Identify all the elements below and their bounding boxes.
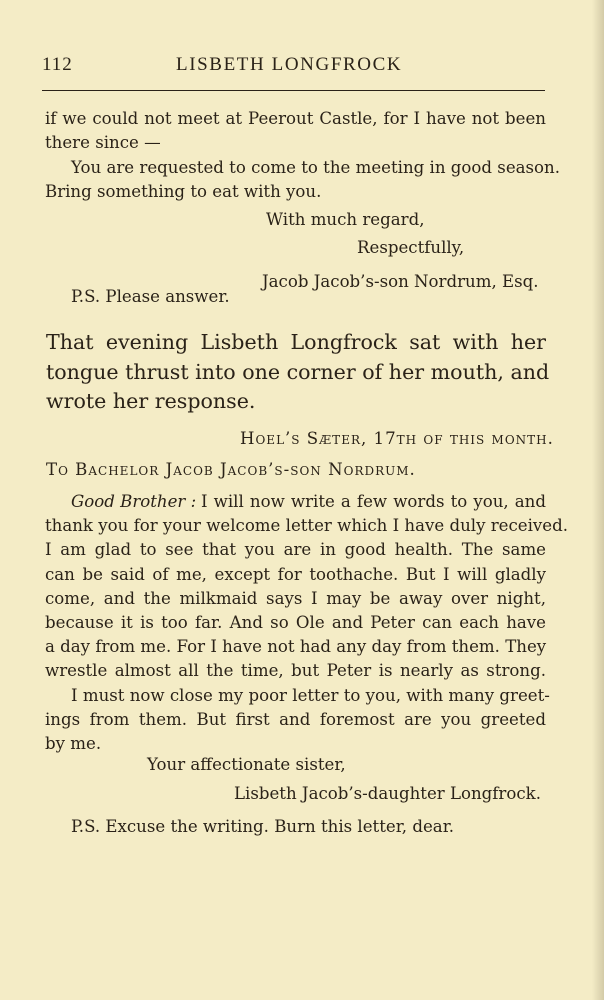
header-rule [42,90,545,91]
letter-two-line: wrestle almost all the time, but Peter is nearly as strong. [45,661,546,680]
letter-one-closing: Respectfully, [357,238,465,257]
letter-one-postscript: P.S. Please answer. [71,287,230,306]
letter-two-postscript: P.S. Excuse the writing. Burn this letter, dear. [71,817,455,836]
narrative-line: wrote her response. [46,389,256,413]
letter-two-line: ings from them. But first and foremost are you greeted [45,710,546,729]
letter-two-address: To Bachelor Jacob Jacob’s-son Nordrum. [46,460,416,479]
letter-two-line: thank you for your welcome letter which I have duly received. [45,516,568,535]
letter-two-signature: Lisbeth Jacob’s-daughter Longfrock. [234,784,541,803]
letter-two-first-line [71,494,196,511]
running-head [42,52,545,82]
letter-one-line: You are requested to come to the meeting in good season. [71,158,560,177]
letter-two-closing: Your affectionate sister, [147,755,346,774]
letter-one-signature: Jacob Jacob’s-son Nordrum, Esq. [262,272,539,291]
page-number: 112 [42,54,73,75]
page-edge-shadow [592,0,604,1000]
letter-two-line: a day from me. For I have not had any day from them. They [45,637,547,656]
running-title: LISBETH LONGFROCK [176,54,403,75]
narrative-line: tongue thrust into one corner of her mouth, and [46,360,550,384]
letter-one-line: there since — [45,133,161,152]
letter-two-dateline: Hoel’s Sæter, 17th of this month. [240,429,554,448]
letter-two-line: I am glad to see that you are in good health. The same [45,540,546,559]
letter-two-line: can be said of me, except for toothache. But I will gladly [45,565,546,584]
letter-two-line: because it is too far. And so Ole and Peter can each have [45,613,546,632]
letter-one-line: if we could not meet at Peerout Castle, for I have not been [45,109,546,128]
letter-two-line: come, and the milkmaid says I may be away over night, [45,589,546,608]
letter-two-line: by me. [45,734,102,753]
letter-one-line: Bring something to eat with you. [45,182,322,201]
letter-one-closing: With much regard, [266,210,425,229]
letter-two-line: I will now write a few words to you, and [201,492,546,511]
letter-two-line: I must now close my poor letter to you, with many greet- [71,686,550,705]
narrative-line: That evening Lisbeth Longfrock sat with her [46,330,546,354]
letter-two-salutation: Good Brother : [71,492,197,511]
